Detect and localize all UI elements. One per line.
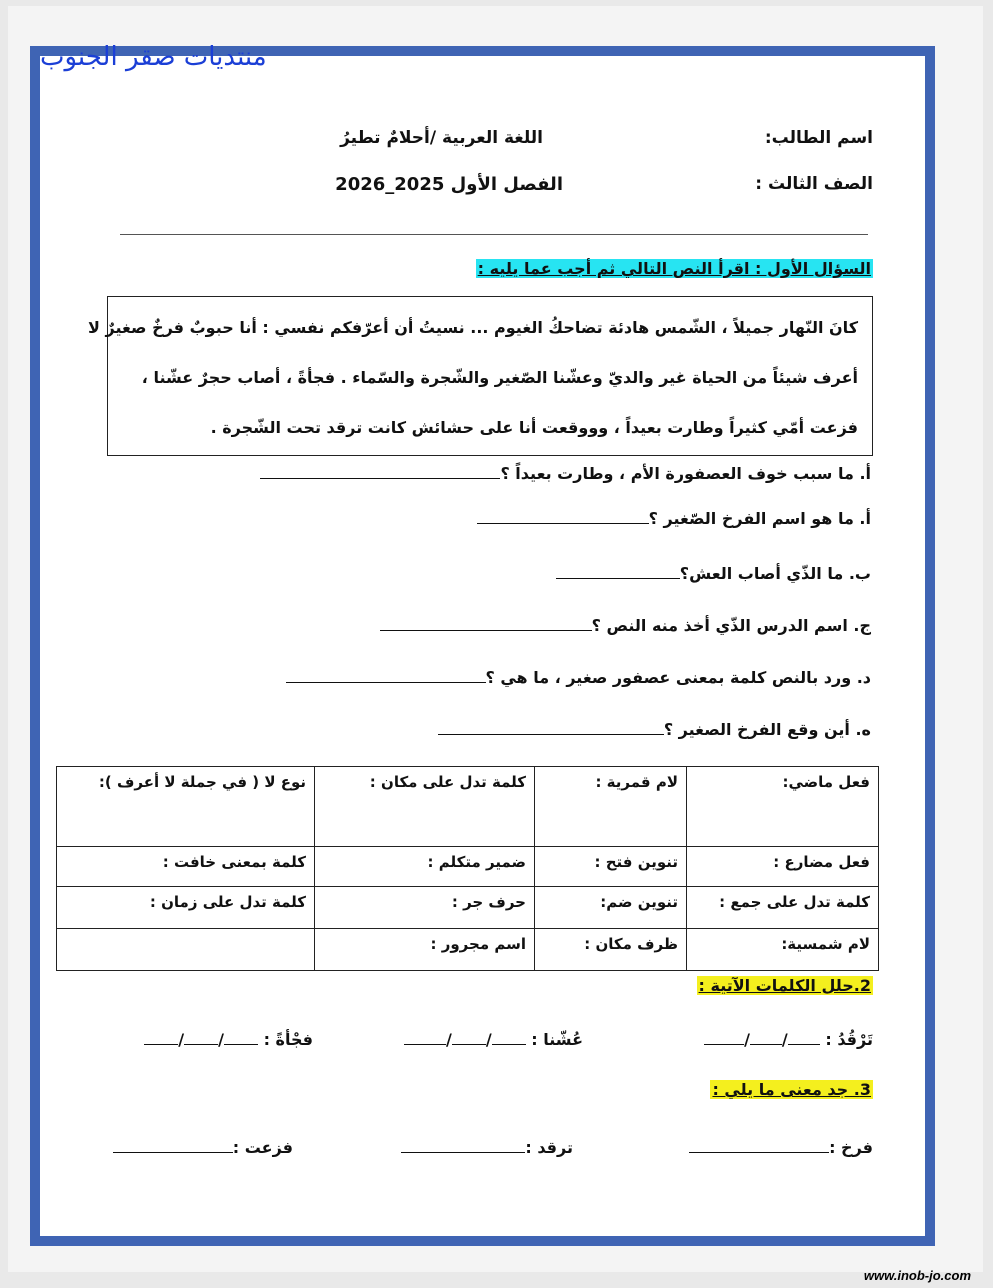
site-watermark[interactable]: www.inob-jo.com — [863, 1268, 971, 1283]
grammar-table — [56, 766, 879, 971]
answer-blank[interactable] — [260, 462, 500, 479]
question-text: ب. ما الذّي أصاب العش؟ — [679, 564, 871, 583]
analysis-blank[interactable] — [452, 1028, 486, 1045]
passage-line: أعرف شيئاً من الحياة غير والديّ وعشّنا الصّغير والشّجرة والسّماء . فجأةً ، أصاب حجرٌ عشّنا ، — [141, 368, 858, 387]
meaning-word: فرخ : — [829, 1138, 873, 1157]
analysis-slash: / — [178, 1030, 185, 1049]
question3-title — [710, 1080, 873, 1099]
meaning-item — [689, 1136, 873, 1157]
answer-blank[interactable] — [438, 718, 664, 735]
table-cell[interactable]: لام قمرية : — [535, 767, 687, 847]
question-item — [556, 562, 871, 583]
question1-title-text: السؤال الأول : اقرأ النص التالي ثم أجب عما يليه : — [477, 259, 871, 278]
forum-watermark: منتديات صقر الجنوب — [40, 42, 267, 72]
analysis-blank[interactable] — [788, 1028, 820, 1045]
table-cell[interactable]: اسم مجرور : — [315, 929, 535, 971]
meaning-blank[interactable] — [113, 1136, 233, 1153]
table-cell[interactable]: ضمير متكلم : — [315, 847, 535, 887]
question-text: ه. أين وقع الفرخ الصغير ؟ — [663, 720, 871, 739]
table-cell[interactable]: تنوين فتح : — [535, 847, 687, 887]
reading-passage — [88, 296, 873, 456]
question-text: أ. ما هو اسم الفرخ الصّغير ؟ — [648, 509, 871, 528]
table-cell[interactable]: فعل مضارع : — [687, 847, 879, 887]
table-cell[interactable]: فعل ماضي: — [687, 767, 879, 847]
meaning-item — [401, 1136, 573, 1157]
table-row — [57, 847, 879, 887]
table-cell[interactable] — [57, 929, 315, 971]
question-item — [380, 614, 871, 635]
question-text: ج. اسم الدرس الذّي أخذ منه النص ؟ — [591, 616, 871, 635]
table-cell[interactable]: كلمة تدل على جمع : — [687, 887, 879, 929]
analysis-slash: / — [781, 1030, 788, 1049]
analysis-word: تَرْقُدُ : — [825, 1030, 873, 1049]
analysis-blank[interactable] — [224, 1028, 258, 1045]
question-text: أ. ما سبب خوف العصفورة الأم ، وطارت بعيداً ؟ — [500, 464, 871, 483]
table-cell[interactable]: حرف جر : — [315, 887, 535, 929]
page-border — [30, 46, 935, 1246]
table-row — [57, 887, 879, 929]
question-text: د. ورد بالنص كلمة بمعنى عصفور صغير ، ما هي ؟ — [485, 668, 871, 687]
student-name-label: اسم الطالب: — [764, 128, 873, 148]
table-cell[interactable]: كلمة تدل على زمان : — [57, 887, 315, 929]
analysis-slash: / — [218, 1030, 224, 1049]
table-cell[interactable]: نوع لا ( في جملة لا أعرف ): — [57, 767, 315, 847]
table-cell[interactable]: كلمة تدل على مكان : — [315, 767, 535, 847]
analysis-word: عُشّنا : — [531, 1030, 583, 1049]
answer-blank[interactable] — [380, 614, 592, 631]
answer-blank[interactable] — [477, 507, 649, 524]
analysis-word: فجْأةً : — [263, 1030, 313, 1049]
analysis-item — [144, 1028, 313, 1049]
analysis-blank[interactable] — [704, 1028, 744, 1045]
question-item — [438, 718, 871, 739]
grade-label: الصف الثالث : — [755, 174, 873, 194]
meaning-word: ترقد : — [525, 1138, 573, 1157]
analysis-blank[interactable] — [144, 1028, 178, 1045]
analysis-blank[interactable] — [404, 1028, 446, 1045]
question3-title-text: 3. جد معنى ما يلي : — [712, 1080, 871, 1099]
analysis-slash: / — [485, 1030, 492, 1049]
meaning-blank[interactable] — [401, 1136, 525, 1153]
table-cell[interactable]: تنوين ضم: — [535, 887, 687, 929]
header-divider — [120, 234, 868, 235]
meaning-blank[interactable] — [689, 1136, 829, 1153]
analysis-slash: / — [744, 1030, 750, 1049]
answer-blank[interactable] — [286, 666, 486, 683]
question-item — [477, 507, 871, 528]
subject-title: اللغة العربية /أحلامٌ تطيرُ — [340, 128, 543, 148]
analysis-item — [404, 1028, 583, 1049]
meaning-item — [113, 1136, 293, 1157]
analysis-item — [704, 1028, 873, 1049]
term-label: الفصل الأول 2025_2026 — [335, 174, 563, 195]
analysis-blank[interactable] — [184, 1028, 218, 1045]
answer-blank[interactable] — [556, 562, 680, 579]
question2-title-text: 2.حلل الكلمات الآتية : — [698, 976, 871, 995]
question-item — [260, 462, 871, 483]
analysis-slash: / — [446, 1030, 452, 1049]
passage-line: فزعت أمّي كثيراً وطارت بعيداً ، وووقعت أنا على حشائش كانت ترقد تحت الشّجرة . — [210, 418, 858, 437]
meaning-word: فزعت : — [232, 1138, 293, 1157]
table-cell[interactable]: ظرف مكان : — [535, 929, 687, 971]
table-row — [57, 929, 879, 971]
analysis-blank[interactable] — [750, 1028, 782, 1045]
question-item — [286, 666, 871, 687]
question2-title — [697, 976, 873, 995]
analysis-blank[interactable] — [492, 1028, 526, 1045]
question1-title — [476, 259, 873, 278]
passage-line: كانَ النّهار جميلاً ، الشّمس هادئة تضاحكُ الغيوم ... نسيتُ أن أعرّفكم نفسي : أنا حبوبٌ فرخٌ صغيرٌ لا — [88, 318, 858, 337]
table-cell[interactable]: لام شمسية: — [687, 929, 879, 971]
table-row — [57, 767, 879, 847]
table-cell[interactable]: كلمة بمعنى خافت : — [57, 847, 315, 887]
